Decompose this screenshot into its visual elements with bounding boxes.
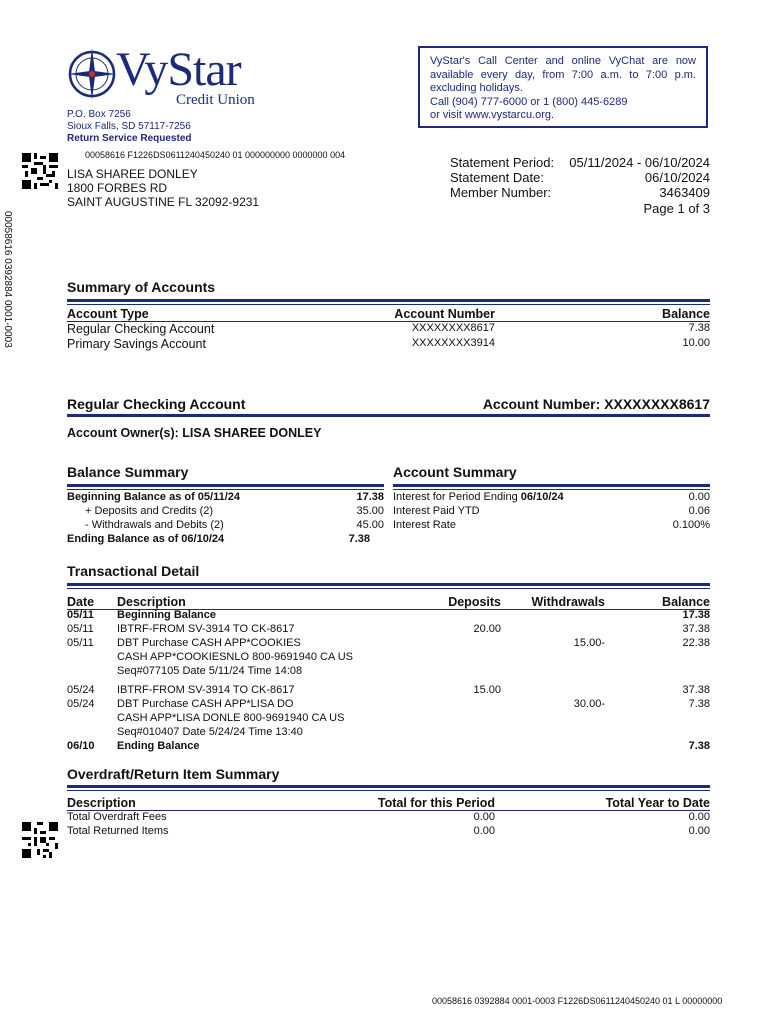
tx-header-description: Description: [117, 595, 186, 609]
statement-date-label: Statement Date:: [450, 170, 544, 185]
tx-description: IBTRF-FROM SV-3914 TO CK-8617: [117, 683, 295, 696]
summary-row-number: XXXXXXXX3914: [411, 337, 495, 349]
overdraft-row-period: 0.00: [473, 825, 495, 837]
tx-description: IBTRF-FROM SV-3914 TO CK-8617: [117, 623, 295, 636]
balance-summary-title: Balance Summary: [67, 464, 189, 480]
balance-row-label: Beginning Balance as of 05/11/24: [67, 491, 241, 503]
member-name: LISA SHAREE DONLEY: [67, 167, 198, 181]
member-street: 1800 FORBES RD: [67, 181, 168, 195]
tx-description: CASH APP*COOKIESNLO 800-9691940 CA US: [117, 651, 354, 664]
balance-row-value: 35.00: [356, 505, 384, 517]
tx-balance: 37.38: [682, 623, 710, 636]
summary-row-type: Regular Checking Account: [67, 322, 215, 336]
interest-period-row: [393, 491, 564, 503]
divider: [67, 299, 710, 305]
tx-header-date: Date: [67, 595, 95, 609]
qr-code-top: [22, 152, 58, 190]
tx-description: Seq#010407 Date 5/24/24 Time 13:40: [117, 725, 303, 738]
account-summary-title: Account Summary: [393, 464, 517, 480]
mailing-barcode-line: 00058616 F1226DS0611240450240 01 000000000 0000000 004: [85, 150, 346, 160]
member-city: SAINT AUGUSTINE FL 32092-9231: [67, 195, 260, 209]
divider: [67, 484, 384, 490]
summary-row-type: Primary Savings Account: [67, 337, 206, 351]
notice-line: or visit www.vystarcu.org.: [430, 109, 555, 121]
logo-wordmark: VyStar: [116, 43, 241, 96]
balance-row-label: + Deposits and Credits (2): [85, 505, 214, 517]
qr-code-bottom: [22, 821, 58, 859]
checking-account-number: Account Number: XXXXXXXX8617: [482, 396, 710, 412]
overdraft-header-ytd: Total Year to Date: [605, 796, 710, 810]
tx-description: DBT Purchase CASH APP*LISA DO: [117, 697, 294, 710]
tx-description: CASH APP*LISA DONLE 800-9691940 CA US: [117, 711, 345, 724]
compass-icon: [66, 44, 118, 106]
side-tracking-code: 00058616 0392884 0001-0003: [2, 211, 13, 348]
transactions-title: Transactional Detail: [67, 563, 200, 579]
page-indicator: Page 1 of 3: [643, 201, 710, 216]
tx-header-deposits: Deposits: [448, 595, 501, 609]
member-number-value: 3463409: [659, 185, 710, 200]
overdraft-header-period: Total for this Period: [377, 796, 495, 810]
interest-period-value: 0.00: [688, 491, 710, 503]
tx-withdrawal: 15.00-: [573, 637, 605, 650]
summary-title: Summary of Accounts: [67, 279, 216, 295]
member-number-label: Member Number:: [450, 185, 552, 200]
overdraft-row-ytd: 0.00: [688, 811, 710, 823]
balance-row-label: - Withdrawals and Debits (2): [85, 519, 224, 531]
notice-line: Call (904) 777-6000 or 1 (800) 445-6289: [430, 95, 628, 108]
summary-row-balance: 7.38: [688, 322, 710, 334]
balance-row-value: 45.00: [356, 519, 384, 531]
footer-tracking-code: 00058616 0392884 0001-0003 F1226DS0611240450240 01 L 00000000: [432, 996, 723, 1006]
return-service: Return Service Requested: [67, 133, 192, 144]
interest-rate-label: Interest Rate: [393, 519, 456, 531]
tx-description: Beginning Balance: [117, 609, 217, 621]
tx-header-withdrawals: Withdrawals: [531, 595, 605, 609]
tx-description: Ending Balance: [117, 739, 200, 752]
tx-date: 05/11: [67, 609, 94, 621]
interest-period-date: 06/10/24: [520, 491, 564, 503]
tx-balance: 37.38: [682, 683, 710, 696]
overdraft-title: Overdraft/Return Item Summary: [67, 766, 280, 782]
tx-balance: 22.38: [682, 637, 710, 650]
overdraft-row-label: Total Overdraft Fees: [67, 811, 167, 823]
tx-balance: 7.38: [688, 697, 710, 710]
tx-header-balance: Balance: [662, 595, 710, 609]
checking-title: Regular Checking Account: [67, 396, 246, 412]
divider: [393, 484, 710, 490]
tx-deposit: 20.00: [473, 623, 501, 636]
interest-period-label: Interest for Period Ending: [393, 491, 521, 503]
statement-date-value: 06/10/2024: [644, 170, 710, 185]
interest-ytd-value: 0.06: [688, 505, 710, 517]
bank-address-line2: Sioux Falls, SD 57117-7256: [67, 121, 191, 132]
interest-rate-value: 0.100%: [672, 519, 710, 531]
bank-address-line1: P.O. Box 7256: [67, 109, 131, 120]
logo-subtitle: Credit Union: [176, 92, 255, 108]
tx-balance: 7.38: [688, 739, 710, 752]
overdraft-row-period: 0.00: [473, 811, 495, 823]
balance-row-value: 17.38: [356, 491, 384, 503]
notice-line: VyStar's Call Center and online VyChat are now: [430, 55, 696, 67]
summary-row-number: XXXXXXXX8617: [411, 322, 495, 334]
tx-description: DBT Purchase CASH APP*COOKIES: [117, 637, 301, 650]
overdraft-row-label: Total Returned Items: [67, 825, 169, 837]
balance-row-label: Ending Balance as of 06/10/24: [67, 533, 225, 545]
account-owners: Account Owner(s): LISA SHAREE DONLEY: [67, 426, 322, 440]
statement-period-value: 05/11/2024 - 06/10/2024: [569, 155, 710, 170]
tx-date: 05/24: [67, 683, 95, 696]
summary-header-number: Account Number: [394, 307, 495, 321]
interest-ytd-label: Interest Paid YTD: [393, 505, 480, 517]
tx-description: Seq#077105 Date 5/11/24 Time 14:08: [117, 665, 303, 678]
summary-header-balance: Balance: [662, 307, 710, 321]
balance-row-value: 7.38: [348, 533, 370, 545]
summary-header-type: Account Type: [67, 307, 149, 321]
tx-balance: 17.38: [682, 609, 710, 621]
tx-date: 05/11: [67, 637, 94, 650]
overdraft-header-description: Description: [67, 796, 136, 810]
tx-date: 05/11: [67, 623, 94, 636]
call-center-notice: [418, 46, 708, 128]
divider: [67, 583, 710, 589]
tx-deposit: 15.00: [473, 683, 501, 696]
notice-line: available every day, from 7:00 a.m. to 7:00 p.m.: [430, 68, 696, 81]
summary-row-balance: 10.00: [682, 337, 710, 349]
divider: [67, 414, 710, 417]
divider: [67, 785, 710, 791]
statement-period-label: Statement Period:: [450, 155, 555, 170]
overdraft-row-ytd: 0.00: [688, 825, 710, 837]
tx-date: 05/24: [67, 697, 95, 710]
notice-line: excluding holidays.: [430, 82, 523, 94]
tx-date: 06/10: [67, 739, 95, 752]
vystar-logo: [66, 44, 256, 114]
tx-withdrawal: 30.00-: [573, 697, 605, 710]
